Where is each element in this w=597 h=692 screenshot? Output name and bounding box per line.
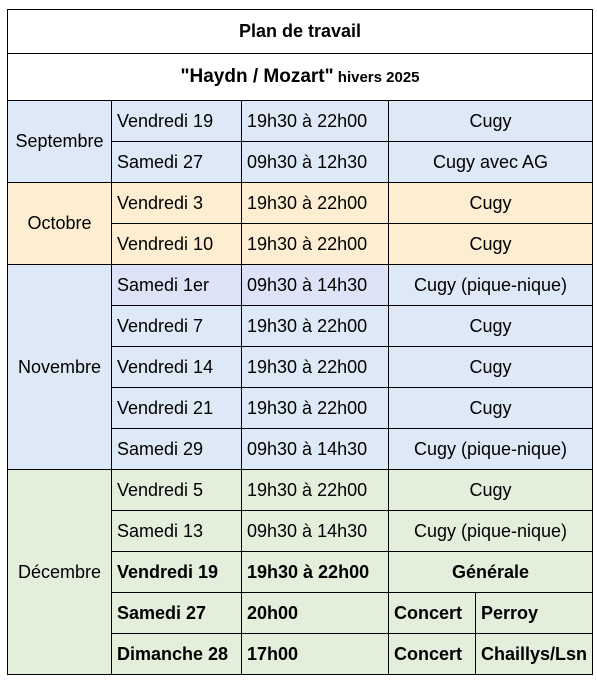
month-cell-octobre: Octobre <box>8 183 112 265</box>
place-cell: Chaillys/Lsn <box>476 634 593 675</box>
day-cell: Vendredi 14 <box>112 347 242 388</box>
place-cell: Cugy (pique-nique) <box>389 511 593 552</box>
place-cell: Générale <box>389 552 593 593</box>
time-cell: 20h00 <box>242 593 389 634</box>
day-cell: Samedi 1er <box>112 265 242 306</box>
time-cell: 19h30 à 22h00 <box>242 306 389 347</box>
month-cell-novembre: Novembre <box>8 265 112 470</box>
subtitle-works: "Haydn / Mozart" <box>180 66 334 87</box>
day-cell: Dimanche 28 <box>112 634 242 675</box>
place-cell: Perroy <box>476 593 593 634</box>
place-cell: Cugy (pique-nique) <box>389 429 593 470</box>
subtitle-season: hivers 2025 <box>333 69 420 86</box>
day-cell: Vendredi 5 <box>112 470 242 511</box>
place-cell: Cugy <box>389 306 593 347</box>
place-cell: Cugy avec AG <box>389 142 593 183</box>
place-cell: Cugy <box>389 224 593 265</box>
day-cell: Vendredi 10 <box>112 224 242 265</box>
time-cell: 09h30 à 14h30 <box>242 429 389 470</box>
time-cell: 19h30 à 22h00 <box>242 224 389 265</box>
time-cell: 09h30 à 14h30 <box>242 265 389 306</box>
time-cell: 09h30 à 12h30 <box>242 142 389 183</box>
place-cell: Cugy <box>389 388 593 429</box>
time-cell: 17h00 <box>242 634 389 675</box>
day-cell: Vendredi 7 <box>112 306 242 347</box>
time-cell: 19h30 à 22h00 <box>242 470 389 511</box>
event-type-cell: Concert <box>389 634 476 675</box>
day-cell: Vendredi 21 <box>112 388 242 429</box>
time-cell: 19h30 à 22h00 <box>242 552 389 593</box>
month-cell-decembre: Décembre <box>8 470 112 675</box>
plan-subtitle <box>8 54 593 101</box>
time-cell: 19h30 à 22h00 <box>242 101 389 142</box>
time-cell: 09h30 à 14h30 <box>242 511 389 552</box>
day-cell: Vendredi 19 <box>112 552 242 593</box>
table-row <box>8 101 593 142</box>
place-cell: Cugy <box>389 347 593 388</box>
day-cell: Samedi 27 <box>112 593 242 634</box>
place-cell: Cugy (pique-nique) <box>389 265 593 306</box>
table-row <box>8 265 593 306</box>
place-cell: Cugy <box>389 101 593 142</box>
day-cell: Vendredi 3 <box>112 183 242 224</box>
time-cell: 19h30 à 22h00 <box>242 388 389 429</box>
day-cell: Samedi 29 <box>112 429 242 470</box>
event-type-cell: Concert <box>389 593 476 634</box>
time-cell: 19h30 à 22h00 <box>242 347 389 388</box>
table-row <box>8 470 593 511</box>
work-plan-table <box>7 9 593 675</box>
table-row <box>8 183 593 224</box>
place-cell: Cugy <box>389 470 593 511</box>
plan-title: Plan de travail <box>8 10 593 54</box>
time-cell: 19h30 à 22h00 <box>242 183 389 224</box>
day-cell: Vendredi 19 <box>112 101 242 142</box>
month-cell-septembre: Septembre <box>8 101 112 183</box>
day-cell: Samedi 13 <box>112 511 242 552</box>
place-cell: Cugy <box>389 183 593 224</box>
day-cell: Samedi 27 <box>112 142 242 183</box>
